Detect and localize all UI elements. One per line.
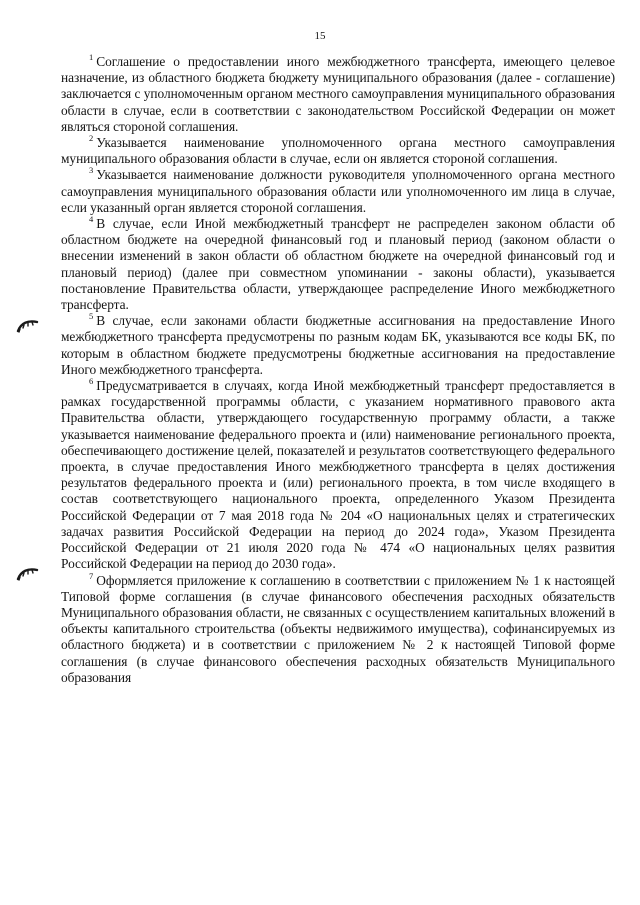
- footnote-text: Соглашение о предоставлении иного межбюджетного трансферта, имеющего целевое назначение, из областного бюджета бюджету муниципального образования (далее - соглашение) заключается с уполномоченным органом местного самоуправления муниципального образования области в случае, если в соответствии с законодательством Российской Федерации он может являться стороной соглашения.: [61, 54, 615, 134]
- footnote-5: [61, 313, 615, 378]
- footnote-text: Указывается наименование уполномоченного органа местного самоуправления муниципального образования области в случае, если он является стороной соглашения.: [61, 135, 615, 167]
- footnote-marker: 7: [89, 570, 94, 581]
- footnote-1: [61, 54, 615, 135]
- footnote-text: Оформляется приложение к соглашению в соответствии с приложением № 1 к настоящей Типовой форме соглашения (в случае финансового обеспечения расходных обязательств Муниципального образования области, не связанных с осуществлением капитальных вложений в объекты капитального строительства (объекты недвижимого имущества), софинансируемых из областного бюджета) и в соответствии с приложением № 2 к настоящей Типовой форме соглашения (в случае финансового обеспечения расходных обязательств Муниципального образования: [61, 572, 615, 685]
- footnote-text: Предусматривается в случаях, когда Иной межбюджетный трансферт предоставляется в рамках государственной программы области, с указанием нормативного правового акта Правительства области, утверждающего государственную программу области, а также указывается наименование федерального проекта и (или) наименование регионального проекта, обеспечивающего достижение целей, показателей и результатов соответствующего федерального проекта, в случае предоставления Иного межбюджетного трансферта в целях достижения результатов федерального проекта и (или) регионального проекта, в том числе входящего в состав соответствующего национального проекта, определенного Указом Президента Российской Федерации от 7 мая 2018 года № 204 «О национальных целях и стратегических задачах развития Российской Федерации на период до 2024 года», Указом Президента Российской Федерации от 21 июля 2020 года № 474 «О национальных целях развития Российской Федерации на период до 2030 года».: [61, 378, 615, 572]
- footnote-text: В случае, если Иной межбюджетный трансферт не распределен законом области об областном бюджете на очередной финансовый год и плановый период (законом области о внесении изменений в закон области об областном бюджете на очередной финансовый год и плановый период) (далее при совместном упоминании - законы области), указывается постановление Правительства области, утверждающее распределение Иного межбюджетного трансферта.: [61, 216, 615, 313]
- footnote-marker: 1: [89, 52, 94, 62]
- footnote-6: [61, 378, 615, 572]
- footnote-4: [61, 216, 615, 313]
- footnote-marker: 2: [89, 133, 94, 144]
- footnote-3: [61, 167, 615, 216]
- footnote-text: Указывается наименование должности руководителя уполномоченного органа местного самоуправления муниципального образования области или уполномоченного им лица в случае, если указанный орган является стороной соглашения.: [61, 167, 615, 215]
- footnote-marker: 4: [89, 214, 94, 225]
- staple-mark-icon: [16, 318, 40, 334]
- footnotes-block: [61, 54, 615, 686]
- footnote-marker: 3: [89, 165, 94, 176]
- footnote-marker: 6: [89, 376, 94, 387]
- footnote-text: В случае, если законами области бюджетные ассигнования на предоставление Иного межбюджетного трансферта предусмотрены по разным кодам БК, указываются все коды БК, по которым в областном бюджете предусмотрены бюджетные ассигнования на предоставление Иного межбюджетного трансферта.: [61, 313, 615, 377]
- footnote-7: [61, 570, 615, 686]
- page-number: 15: [314, 30, 326, 42]
- staple-mark-icon: [16, 566, 40, 582]
- footnote-2: [61, 135, 615, 167]
- footnote-marker: 5: [89, 311, 94, 322]
